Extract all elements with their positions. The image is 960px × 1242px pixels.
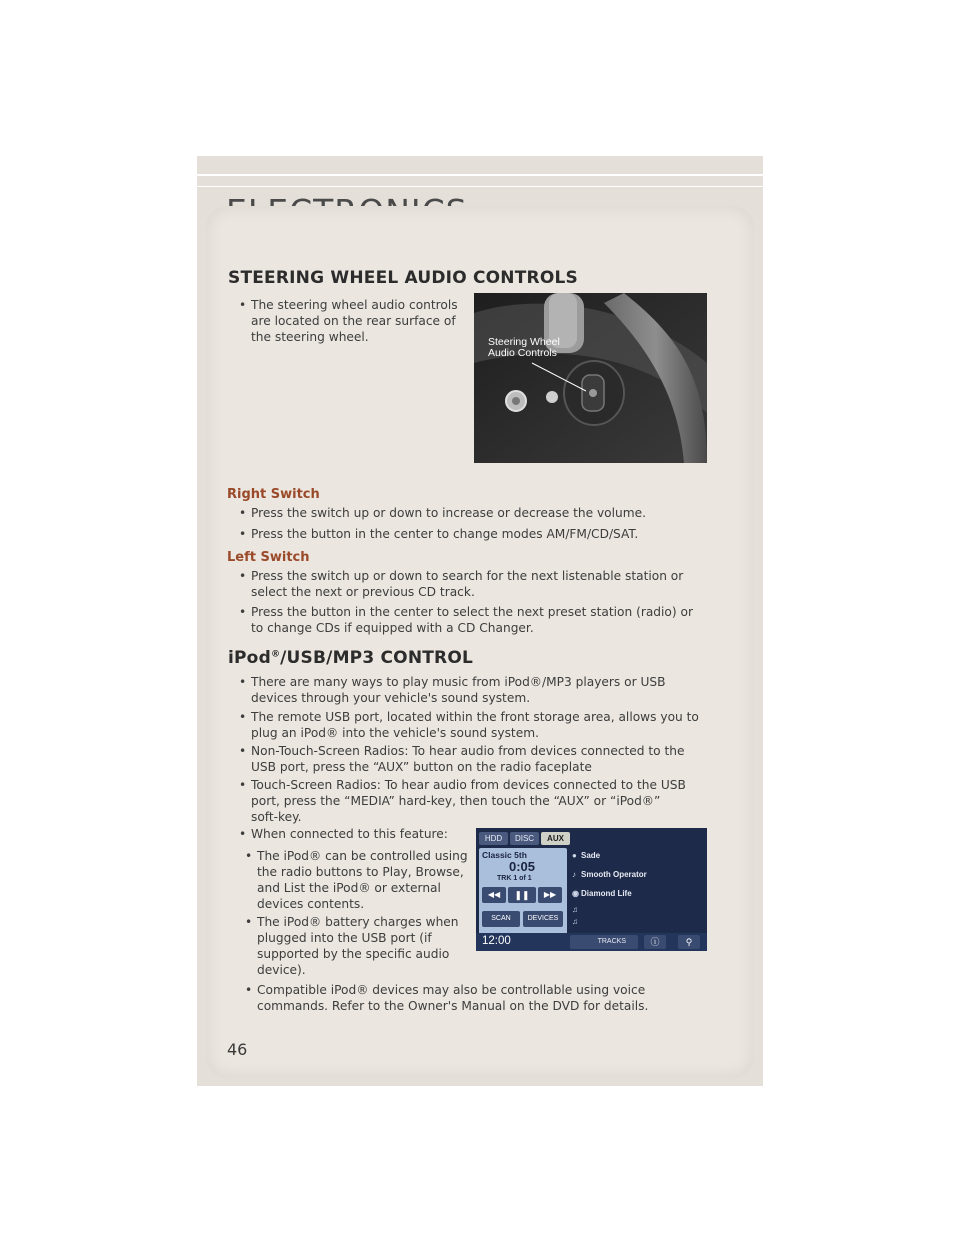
steering-wheel-illustration — [474, 293, 707, 463]
steering-wheel-photo — [474, 293, 707, 463]
devices-button: DEVICES — [523, 911, 563, 927]
list-item: ♪ Smooth Operator — [572, 870, 647, 879]
music-note-icon: ♫ — [572, 917, 578, 926]
ipod-bullet: • There are many ways to play music from iPod®/MP3 players or USB devices through your vehicle's sound system. — [237, 674, 717, 706]
fast-forward-button: ▶▶ — [538, 887, 562, 903]
person-icon: ● — [572, 851, 577, 860]
radio-screen-illustration — [476, 828, 707, 951]
header-rule-top — [197, 174, 763, 176]
music-note-icon: ♪ — [572, 870, 576, 879]
list-item — [572, 917, 581, 926]
rewind-button: ◀◀ — [482, 887, 506, 903]
ipod-bullet: • The remote USB port, located within the front storage area, allows you to plug an iPod® into the vehicle's sound system. — [237, 709, 717, 741]
ipod-sub-bullet: • The iPod® battery charges when plugged into the USB port (if supported by the specific audio device). — [243, 914, 473, 978]
header-rule — [197, 186, 763, 187]
player-panel — [479, 848, 567, 935]
ipod-heading: iPod®/USB/MP3 CONTROL — [228, 648, 474, 668]
left-switch-bullet: • Press the button in the center to select the next preset station (radio) or to change CDs if equipped with a CD Changer. — [237, 604, 717, 636]
ipod-bullet: • Touch-Screen Radios: To hear audio from devices connected to the USB port, press the “MEDIA” hard-key, then touch the “AUX” or “iPod®” soft-key. — [237, 777, 717, 825]
track-time: 0:05 — [509, 859, 536, 874]
disc-icon: ◉ — [572, 889, 579, 898]
list-item: ◉ Diamond Life — [572, 889, 632, 898]
left-switch-bullet: • Press the switch up or down to search for the next listenable station or select the next or previous CD track. — [237, 568, 717, 600]
ipod-bullet: • Non-Touch-Screen Radios: To hear audio from devices connected to the USB port, press the “AUX” button on the radio faceplate — [237, 743, 717, 775]
tab-aux: AUX — [541, 832, 570, 845]
steering-bullet: • The steering wheel audio controls are located on the rear surface of the steering wheel. — [237, 297, 467, 345]
left-switch-heading: Left Switch — [227, 550, 310, 565]
clock: 12:00 — [482, 935, 511, 947]
ipod-sub-bullet: • Compatible iPod® devices may also be controllable using voice commands. Refer to the Owner's Manual on the DVD for details. — [243, 982, 723, 1014]
page-number: 46 — [227, 1040, 248, 1059]
track-count: TRK 1 of 1 — [497, 875, 532, 882]
ipod-sub-bullet: • The iPod® can be controlled using the radio buttons to Play, Browse, and List the iPod® or external devices contents. — [243, 848, 473, 912]
tab-disc: DISC — [510, 832, 539, 845]
right-switch-heading: Right Switch — [227, 487, 320, 502]
pause-button: ❚❚ — [508, 887, 536, 903]
music-note-icon: ♫ — [572, 905, 578, 914]
scan-button: SCAN — [482, 911, 520, 927]
tracks-button: TRACKS — [570, 935, 638, 949]
list-item — [572, 905, 581, 914]
steering-heading: STEERING WHEEL AUDIO CONTROLS — [228, 268, 578, 288]
photo-callout-label: Steering Wheel Audio Controls — [488, 336, 560, 359]
tab-hdd: HDD — [479, 832, 508, 845]
info-icon: ⓘ — [644, 935, 666, 949]
album-title: Classic 5th — [482, 850, 527, 860]
ipod-bullet: • When connected to this feature: — [237, 826, 477, 842]
right-switch-bullet: • Press the switch up or down to increase or decrease the volume. — [237, 505, 717, 521]
list-item: ● Sade — [572, 851, 601, 860]
zoom-icon: ⚲ — [678, 935, 700, 949]
right-switch-bullet: • Press the button in the center to change modes AM/FM/CD/SAT. — [237, 526, 717, 542]
